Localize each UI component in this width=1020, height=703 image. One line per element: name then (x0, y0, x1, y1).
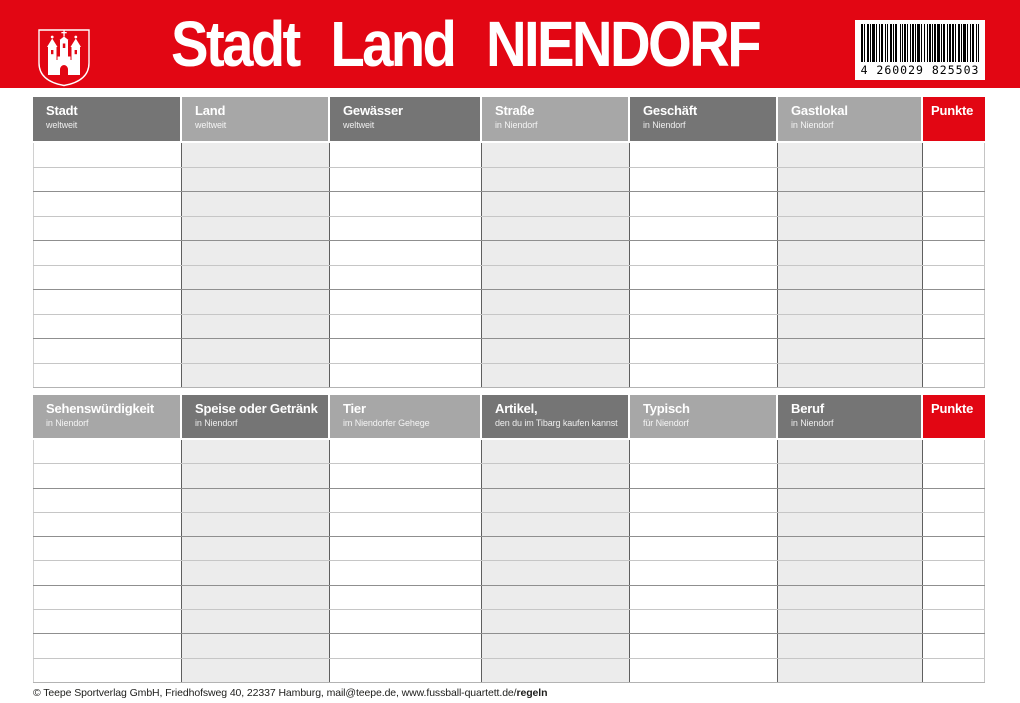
column-header-gastlokal (778, 97, 923, 143)
entry-cell-sehenswürdigkeit[interactable] (33, 561, 182, 584)
entry-cell-gewässer[interactable] (330, 217, 482, 241)
entry-cell-speise-oder-getränk[interactable] (182, 634, 330, 657)
entry-cell-geschäft[interactable] (630, 266, 778, 290)
table-row (33, 290, 985, 315)
entry-cell-straße[interactable] (482, 290, 630, 314)
column-title: Tier (343, 401, 366, 416)
score-table-top (33, 97, 985, 388)
column-subtitle: weltweit (195, 120, 227, 130)
entry-cell-speise-oder-getränk[interactable] (182, 610, 330, 633)
title-word-niendorf: NIENDORF (485, 8, 759, 80)
entry-cell-typisch[interactable] (630, 489, 778, 512)
entry-cell-land[interactable] (182, 143, 330, 167)
entry-cell-typisch[interactable] (630, 537, 778, 560)
column-title: Land (195, 103, 226, 118)
entry-cell-sehenswürdigkeit[interactable] (33, 489, 182, 512)
entry-cell-punkte[interactable] (923, 610, 985, 633)
table-row (33, 440, 985, 464)
entry-cell-punkte[interactable] (923, 364, 985, 388)
entry-cell-tier[interactable] (330, 610, 482, 633)
entry-cell-land[interactable] (182, 217, 330, 241)
entry-cell-gewässer[interactable] (330, 168, 482, 192)
entry-cell-punkte[interactable] (923, 290, 985, 314)
entry-cell-punkte[interactable] (923, 561, 985, 584)
table-header-row (33, 97, 985, 143)
entry-cell-straße[interactable] (482, 143, 630, 167)
column-header-straße (482, 97, 630, 143)
entry-cell-straße[interactable] (482, 339, 630, 363)
column-subtitle: weltweit (343, 120, 375, 130)
score-table-bottom (33, 395, 985, 683)
column-subtitle: in Niendorf (791, 120, 834, 130)
column-title: Gastlokal (791, 103, 848, 118)
entry-cell-gewässer[interactable] (330, 339, 482, 363)
entry-cell-artikel[interactable] (482, 659, 630, 682)
entry-cell-land[interactable] (182, 290, 330, 314)
table-body (33, 143, 985, 388)
column-subtitle: den du im Tibarg kaufen kannst (495, 418, 618, 428)
entry-cell-punkte[interactable] (923, 513, 985, 536)
entry-cell-artikel[interactable] (482, 537, 630, 560)
entry-cell-gastlokal[interactable] (778, 315, 923, 339)
entry-cell-punkte[interactable] (923, 586, 985, 609)
entry-cell-tier[interactable] (330, 634, 482, 657)
table-row (33, 339, 985, 364)
entry-cell-gastlokal[interactable] (778, 266, 923, 290)
entry-cell-speise-oder-getränk[interactable] (182, 440, 330, 463)
imprint-text (33, 687, 547, 699)
column-subtitle: in Niendorf (791, 418, 834, 428)
entry-cell-gastlokal[interactable] (778, 339, 923, 363)
column-header-land (182, 97, 330, 143)
table-row (33, 217, 985, 242)
entry-cell-tier[interactable] (330, 513, 482, 536)
entry-cell-geschäft[interactable] (630, 192, 778, 216)
column-title: Punkte (931, 103, 974, 118)
entry-cell-geschäft[interactable] (630, 168, 778, 192)
column-header-geschäft (630, 97, 778, 143)
entry-cell-tier[interactable] (330, 464, 482, 487)
entry-cell-sehenswürdigkeit[interactable] (33, 586, 182, 609)
entry-cell-geschäft[interactable] (630, 241, 778, 265)
entry-cell-artikel[interactable] (482, 464, 630, 487)
title-word-stadt: Stadt (171, 8, 299, 80)
entry-cell-artikel[interactable] (482, 610, 630, 633)
entry-cell-beruf[interactable] (778, 513, 923, 536)
entry-cell-stadt[interactable] (33, 290, 182, 314)
column-subtitle: in Niendorf (495, 120, 538, 130)
entry-cell-straße[interactable] (482, 241, 630, 265)
column-subtitle: im Niendorfer Gehege (343, 418, 430, 428)
column-header-stadt (33, 97, 182, 143)
entry-cell-speise-oder-getränk[interactable] (182, 489, 330, 512)
entry-cell-gewässer[interactable] (330, 266, 482, 290)
entry-cell-punkte[interactable] (923, 440, 985, 463)
entry-cell-geschäft[interactable] (630, 290, 778, 314)
entry-cell-punkte[interactable] (923, 241, 985, 265)
entry-cell-stadt[interactable] (33, 217, 182, 241)
barcode (855, 20, 985, 80)
entry-cell-tier[interactable] (330, 561, 482, 584)
entry-cell-tier[interactable] (330, 537, 482, 560)
entry-cell-punkte[interactable] (923, 217, 985, 241)
table-row (33, 315, 985, 340)
entry-cell-gastlokal[interactable] (778, 241, 923, 265)
entry-cell-typisch[interactable] (630, 610, 778, 633)
entry-cell-land[interactable] (182, 339, 330, 363)
table-row (33, 659, 985, 683)
imprint-main: © Teepe Sportverlag GmbH, Friedhofsweg 40, 22337 Hamburg, mail@teepe.de, www.fussball-quartett.de/ (33, 687, 517, 699)
entry-cell-stadt[interactable] (33, 241, 182, 265)
entry-cell-typisch[interactable] (630, 464, 778, 487)
entry-cell-punkte[interactable] (923, 634, 985, 657)
entry-cell-sehenswürdigkeit[interactable] (33, 464, 182, 487)
entry-cell-sehenswürdigkeit[interactable] (33, 659, 182, 682)
entry-cell-beruf[interactable] (778, 561, 923, 584)
entry-cell-land[interactable] (182, 364, 330, 388)
table-row (33, 586, 985, 610)
entry-cell-gastlokal[interactable] (778, 364, 923, 388)
entry-cell-speise-oder-getränk[interactable] (182, 537, 330, 560)
entry-cell-gewässer[interactable] (330, 192, 482, 216)
entry-cell-speise-oder-getränk[interactable] (182, 513, 330, 536)
entry-cell-sehenswürdigkeit[interactable] (33, 440, 182, 463)
entry-cell-punkte[interactable] (923, 659, 985, 682)
entry-cell-geschäft[interactable] (630, 339, 778, 363)
entry-cell-sehenswürdigkeit[interactable] (33, 537, 182, 560)
entry-cell-gewässer[interactable] (330, 315, 482, 339)
entry-cell-gastlokal[interactable] (778, 290, 923, 314)
entry-cell-straße[interactable] (482, 364, 630, 388)
table-row (33, 634, 985, 658)
entry-cell-beruf[interactable] (778, 634, 923, 657)
hamburg-crest-icon (36, 27, 92, 87)
entry-cell-beruf[interactable] (778, 659, 923, 682)
entry-cell-stadt[interactable] (33, 339, 182, 363)
column-subtitle: in Niendorf (643, 120, 686, 130)
column-title: Stadt (46, 103, 78, 118)
barcode-number: 4 260029 825503 (860, 63, 980, 77)
entry-cell-punkte[interactable] (923, 464, 985, 487)
entry-cell-beruf[interactable] (778, 586, 923, 609)
column-header-punkte (923, 395, 985, 440)
entry-cell-tier[interactable] (330, 440, 482, 463)
table-row (33, 266, 985, 291)
table-row (33, 537, 985, 561)
table-row (33, 241, 985, 266)
entry-cell-geschäft[interactable] (630, 143, 778, 167)
entry-cell-stadt[interactable] (33, 192, 182, 216)
column-title: Punkte (931, 401, 974, 416)
entry-cell-stadt[interactable] (33, 143, 182, 167)
entry-cell-straße[interactable] (482, 315, 630, 339)
entry-cell-geschäft[interactable] (630, 217, 778, 241)
entry-cell-typisch[interactable] (630, 634, 778, 657)
entry-cell-gastlokal[interactable] (778, 168, 923, 192)
entry-cell-sehenswürdigkeit[interactable] (33, 513, 182, 536)
entry-cell-artikel[interactable] (482, 634, 630, 657)
entry-cell-straße[interactable] (482, 266, 630, 290)
column-title: Gewässer (343, 103, 403, 118)
entry-cell-gewässer[interactable] (330, 290, 482, 314)
column-subtitle: für Niendorf (643, 418, 689, 428)
barcode-bars (861, 24, 979, 62)
table-row (33, 192, 985, 217)
entry-cell-stadt[interactable] (33, 168, 182, 192)
entry-cell-artikel[interactable] (482, 489, 630, 512)
entry-cell-punkte[interactable] (923, 168, 985, 192)
entry-cell-stadt[interactable] (33, 266, 182, 290)
table-row (33, 561, 985, 585)
column-header-artikel (482, 395, 630, 440)
header-banner (0, 0, 1020, 88)
table-body (33, 440, 985, 683)
entry-cell-land[interactable] (182, 266, 330, 290)
entry-cell-artikel[interactable] (482, 513, 630, 536)
entry-cell-punkte[interactable] (923, 266, 985, 290)
entry-cell-gewässer[interactable] (330, 364, 482, 388)
entry-cell-gastlokal[interactable] (778, 143, 923, 167)
table-header-row (33, 395, 985, 440)
table-row (33, 168, 985, 193)
table-row (33, 143, 985, 168)
column-header-typisch (630, 395, 778, 440)
entry-cell-sehenswürdigkeit[interactable] (33, 634, 182, 657)
entry-cell-tier[interactable] (330, 659, 482, 682)
entry-cell-straße[interactable] (482, 217, 630, 241)
page-title (171, 10, 759, 78)
column-title: Beruf (791, 401, 824, 416)
column-header-speise-oder-getränk (182, 395, 330, 440)
entry-cell-typisch[interactable] (630, 561, 778, 584)
entry-cell-beruf[interactable] (778, 610, 923, 633)
table-row (33, 464, 985, 488)
entry-cell-speise-oder-getränk[interactable] (182, 586, 330, 609)
entry-cell-land[interactable] (182, 241, 330, 265)
column-header-punkte (923, 97, 985, 143)
entry-cell-typisch[interactable] (630, 440, 778, 463)
column-subtitle: weltweit (46, 120, 78, 130)
column-title: Sehenswürdigkeit (46, 401, 155, 416)
column-title: Typisch (643, 401, 690, 416)
table-row (33, 610, 985, 634)
entry-cell-speise-oder-getränk[interactable] (182, 561, 330, 584)
entry-cell-typisch[interactable] (630, 513, 778, 536)
entry-cell-gastlokal[interactable] (778, 217, 923, 241)
column-header-gewässer (330, 97, 482, 143)
entry-cell-land[interactable] (182, 192, 330, 216)
entry-cell-gewässer[interactable] (330, 143, 482, 167)
entry-cell-artikel[interactable] (482, 440, 630, 463)
entry-cell-stadt[interactable] (33, 364, 182, 388)
entry-cell-beruf[interactable] (778, 489, 923, 512)
table-row (33, 364, 985, 389)
imprint-regeln: regeln (516, 687, 548, 699)
entry-cell-gewässer[interactable] (330, 241, 482, 265)
entry-cell-geschäft[interactable] (630, 315, 778, 339)
column-subtitle: in Niendorf (46, 418, 89, 428)
entry-cell-artikel[interactable] (482, 586, 630, 609)
entry-cell-straße[interactable] (482, 168, 630, 192)
entry-cell-beruf[interactable] (778, 464, 923, 487)
column-header-tier (330, 395, 482, 440)
table-row (33, 489, 985, 513)
entry-cell-punkte[interactable] (923, 339, 985, 363)
column-header-beruf (778, 395, 923, 440)
entry-cell-typisch[interactable] (630, 659, 778, 682)
barcode-bar (978, 24, 979, 62)
entry-cell-stadt[interactable] (33, 315, 182, 339)
entry-cell-speise-oder-getränk[interactable] (182, 659, 330, 682)
entry-cell-punkte[interactable] (923, 537, 985, 560)
entry-cell-land[interactable] (182, 168, 330, 192)
entry-cell-sehenswürdigkeit[interactable] (33, 610, 182, 633)
column-title: Straße (495, 103, 535, 118)
entry-cell-typisch[interactable] (630, 586, 778, 609)
entry-cell-punkte[interactable] (923, 143, 985, 167)
entry-cell-beruf[interactable] (778, 440, 923, 463)
column-title: Speise oder Getränk (195, 401, 318, 416)
entry-cell-land[interactable] (182, 315, 330, 339)
entry-cell-tier[interactable] (330, 489, 482, 512)
entry-cell-artikel[interactable] (482, 561, 630, 584)
entry-cell-tier[interactable] (330, 586, 482, 609)
entry-cell-straße[interactable] (482, 192, 630, 216)
entry-cell-punkte[interactable] (923, 489, 985, 512)
entry-cell-speise-oder-getränk[interactable] (182, 464, 330, 487)
entry-cell-geschäft[interactable] (630, 364, 778, 388)
column-subtitle: in Niendorf (195, 418, 238, 428)
entry-cell-beruf[interactable] (778, 537, 923, 560)
column-title: Geschäft (643, 103, 698, 118)
column-header-sehenswürdigkeit (33, 395, 182, 440)
table-row (33, 513, 985, 537)
entry-cell-punkte[interactable] (923, 315, 985, 339)
entry-cell-gastlokal[interactable] (778, 192, 923, 216)
title-word-land: Land (330, 8, 455, 80)
entry-cell-punkte[interactable] (923, 192, 985, 216)
column-title: Artikel, (495, 401, 538, 416)
